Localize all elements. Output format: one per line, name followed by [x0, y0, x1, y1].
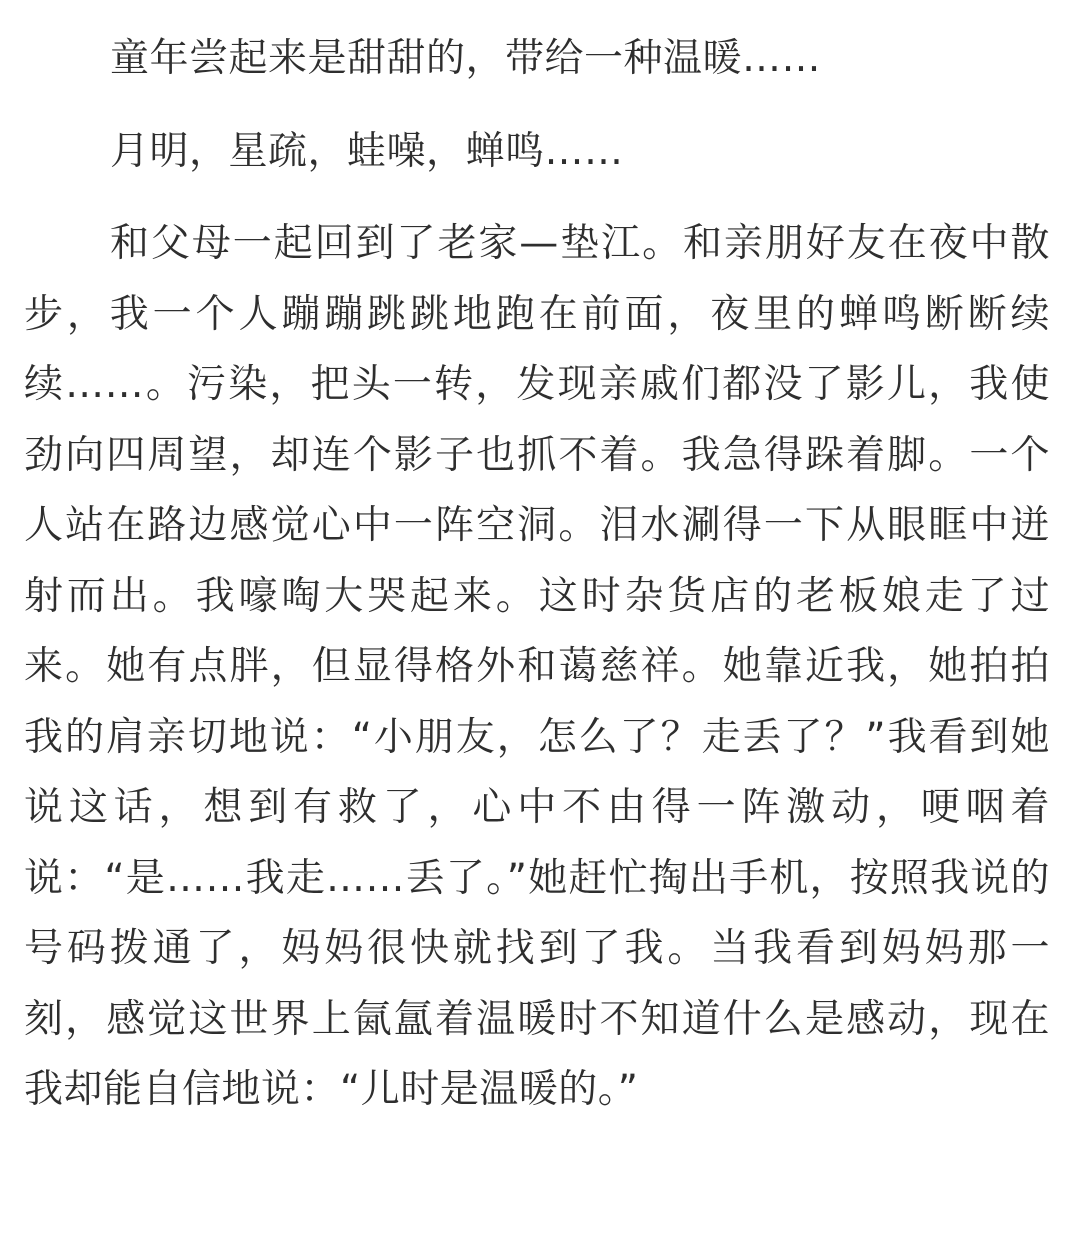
paragraph-intro: 童年尝起来是甜甜的，带给一种温暖…… [110, 36, 822, 81]
paragraph-night-scene: 月明，星疏，蛙噪，蝉鸣…… [110, 128, 624, 174]
paragraph-story: 和父母一起回到了老家—垫江。和亲朋好友在夜中散步，我一个人蹦蹦跳跳地跑在前面，夜里的蝉鸣断断续续……。污染，把头一转，发现亲戚们都没了影儿，我使劲向四周望，却连个影子也抓不着。我急得跺着脚。一个人站在路边感觉心中一阵空洞。泪水涮得一下从眼眶中迸射而出。我嚎啕大哭起来。这时杂货店的老板娘走了过来。她有点胖，但显得格外和蔼慈祥。她靠近我，她拍拍我的肩亲切地说：“小朋友，怎么了？走丢了？”我看到她说这话，想到有救了，心中不由得一阵激动，哽咽着说：“是……我走……丢了。”她赶忙掏出手机，按照我说的号码拨通了，妈妈很快就找到了我。当我看到妈妈那一刻，感觉这世界上氤氲着温暖时不知道什么是感动，现在我却能自信地说：“儿时是温暖的。” [24, 221, 1050, 1112]
